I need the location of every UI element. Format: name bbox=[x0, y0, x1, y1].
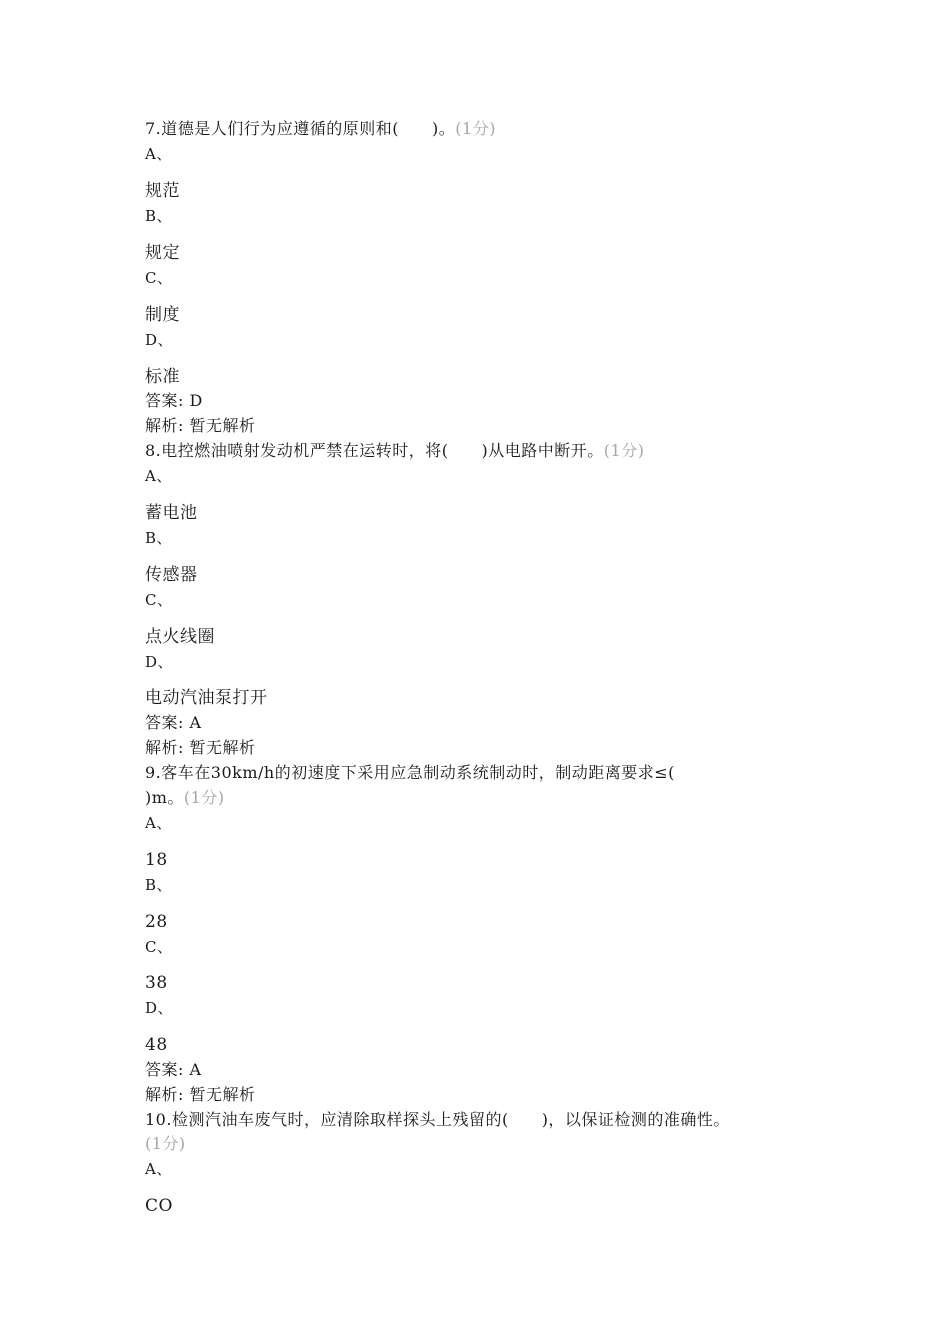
question-10-score: (1分) bbox=[145, 1134, 186, 1153]
question-9-option-b-text: 28 bbox=[145, 912, 168, 932]
question-8-analysis: 解析: 暂无解析 bbox=[145, 738, 256, 757]
question-7-option-c-text: 制度 bbox=[145, 305, 180, 325]
question-10-option-a-text: CO bbox=[145, 1196, 173, 1216]
question-9-score: (1分) bbox=[183, 788, 225, 807]
question-8-answer: 答案: A bbox=[145, 713, 202, 732]
question-9-analysis: 解析: 暂无解析 bbox=[145, 1085, 256, 1104]
question-7-option-a-text: 规范 bbox=[145, 181, 180, 201]
question-7-answer: 答案: D bbox=[145, 391, 203, 410]
question-7-score: (1分) bbox=[455, 119, 496, 138]
question-9-stem-continued bbox=[145, 788, 225, 808]
question-9-option-a-text: 18 bbox=[145, 850, 168, 870]
question-7-option-b-label: B、 bbox=[145, 207, 173, 225]
question-8-text: 8.电控燃油喷射发动机严禁在运转时，将( )从电路中断开。 bbox=[145, 441, 604, 460]
question-8-stem bbox=[145, 441, 644, 461]
question-10-stem: 10.检测汽油车废气时，应清除取样探头上残留的( )，以保证检测的准确性。 bbox=[145, 1110, 730, 1129]
question-9-option-c-label: C、 bbox=[145, 938, 173, 956]
question-8-option-d-text: 电动汽油泵打开 bbox=[145, 688, 268, 708]
question-9-answer: 答案: A bbox=[145, 1060, 202, 1079]
question-7-text: 7.道德是人们行为应遵循的原则和( )。 bbox=[145, 119, 456, 138]
question-9-option-b-label: B、 bbox=[145, 876, 173, 894]
question-8-option-a-label: A、 bbox=[145, 467, 172, 485]
question-9-text-continued: )m。 bbox=[145, 788, 184, 807]
question-8-option-d-label: D、 bbox=[145, 653, 174, 671]
question-7-option-b-text: 规定 bbox=[145, 243, 180, 263]
question-9-option-c-text: 38 bbox=[145, 973, 168, 993]
question-8-option-a-text: 蓄电池 bbox=[145, 503, 198, 523]
question-9-option-a-label: A、 bbox=[145, 814, 172, 832]
question-7-option-d-label: D、 bbox=[145, 331, 174, 349]
question-7-analysis: 解析: 暂无解析 bbox=[145, 416, 256, 435]
question-8-option-b-text: 传感器 bbox=[145, 565, 198, 585]
question-8-option-c-label: C、 bbox=[145, 591, 173, 609]
question-8-option-c-text: 点火线圈 bbox=[145, 627, 215, 647]
question-9-option-d-text: 48 bbox=[145, 1035, 168, 1055]
question-7-stem bbox=[145, 119, 496, 139]
question-9-option-d-label: D、 bbox=[145, 999, 174, 1017]
question-10-option-a-label: A、 bbox=[145, 1160, 172, 1178]
question-8-score: (1分) bbox=[603, 441, 645, 460]
question-7-option-d-text: 标准 bbox=[145, 367, 180, 387]
question-9-stem: 9.客车在30km/h的初速度下采用应急制动系统制动时，制动距离要求≤( bbox=[145, 763, 675, 782]
question-7-option-a-label: A、 bbox=[145, 145, 172, 163]
question-8-option-b-label: B、 bbox=[145, 529, 173, 547]
question-7-option-c-label: C、 bbox=[145, 269, 173, 287]
